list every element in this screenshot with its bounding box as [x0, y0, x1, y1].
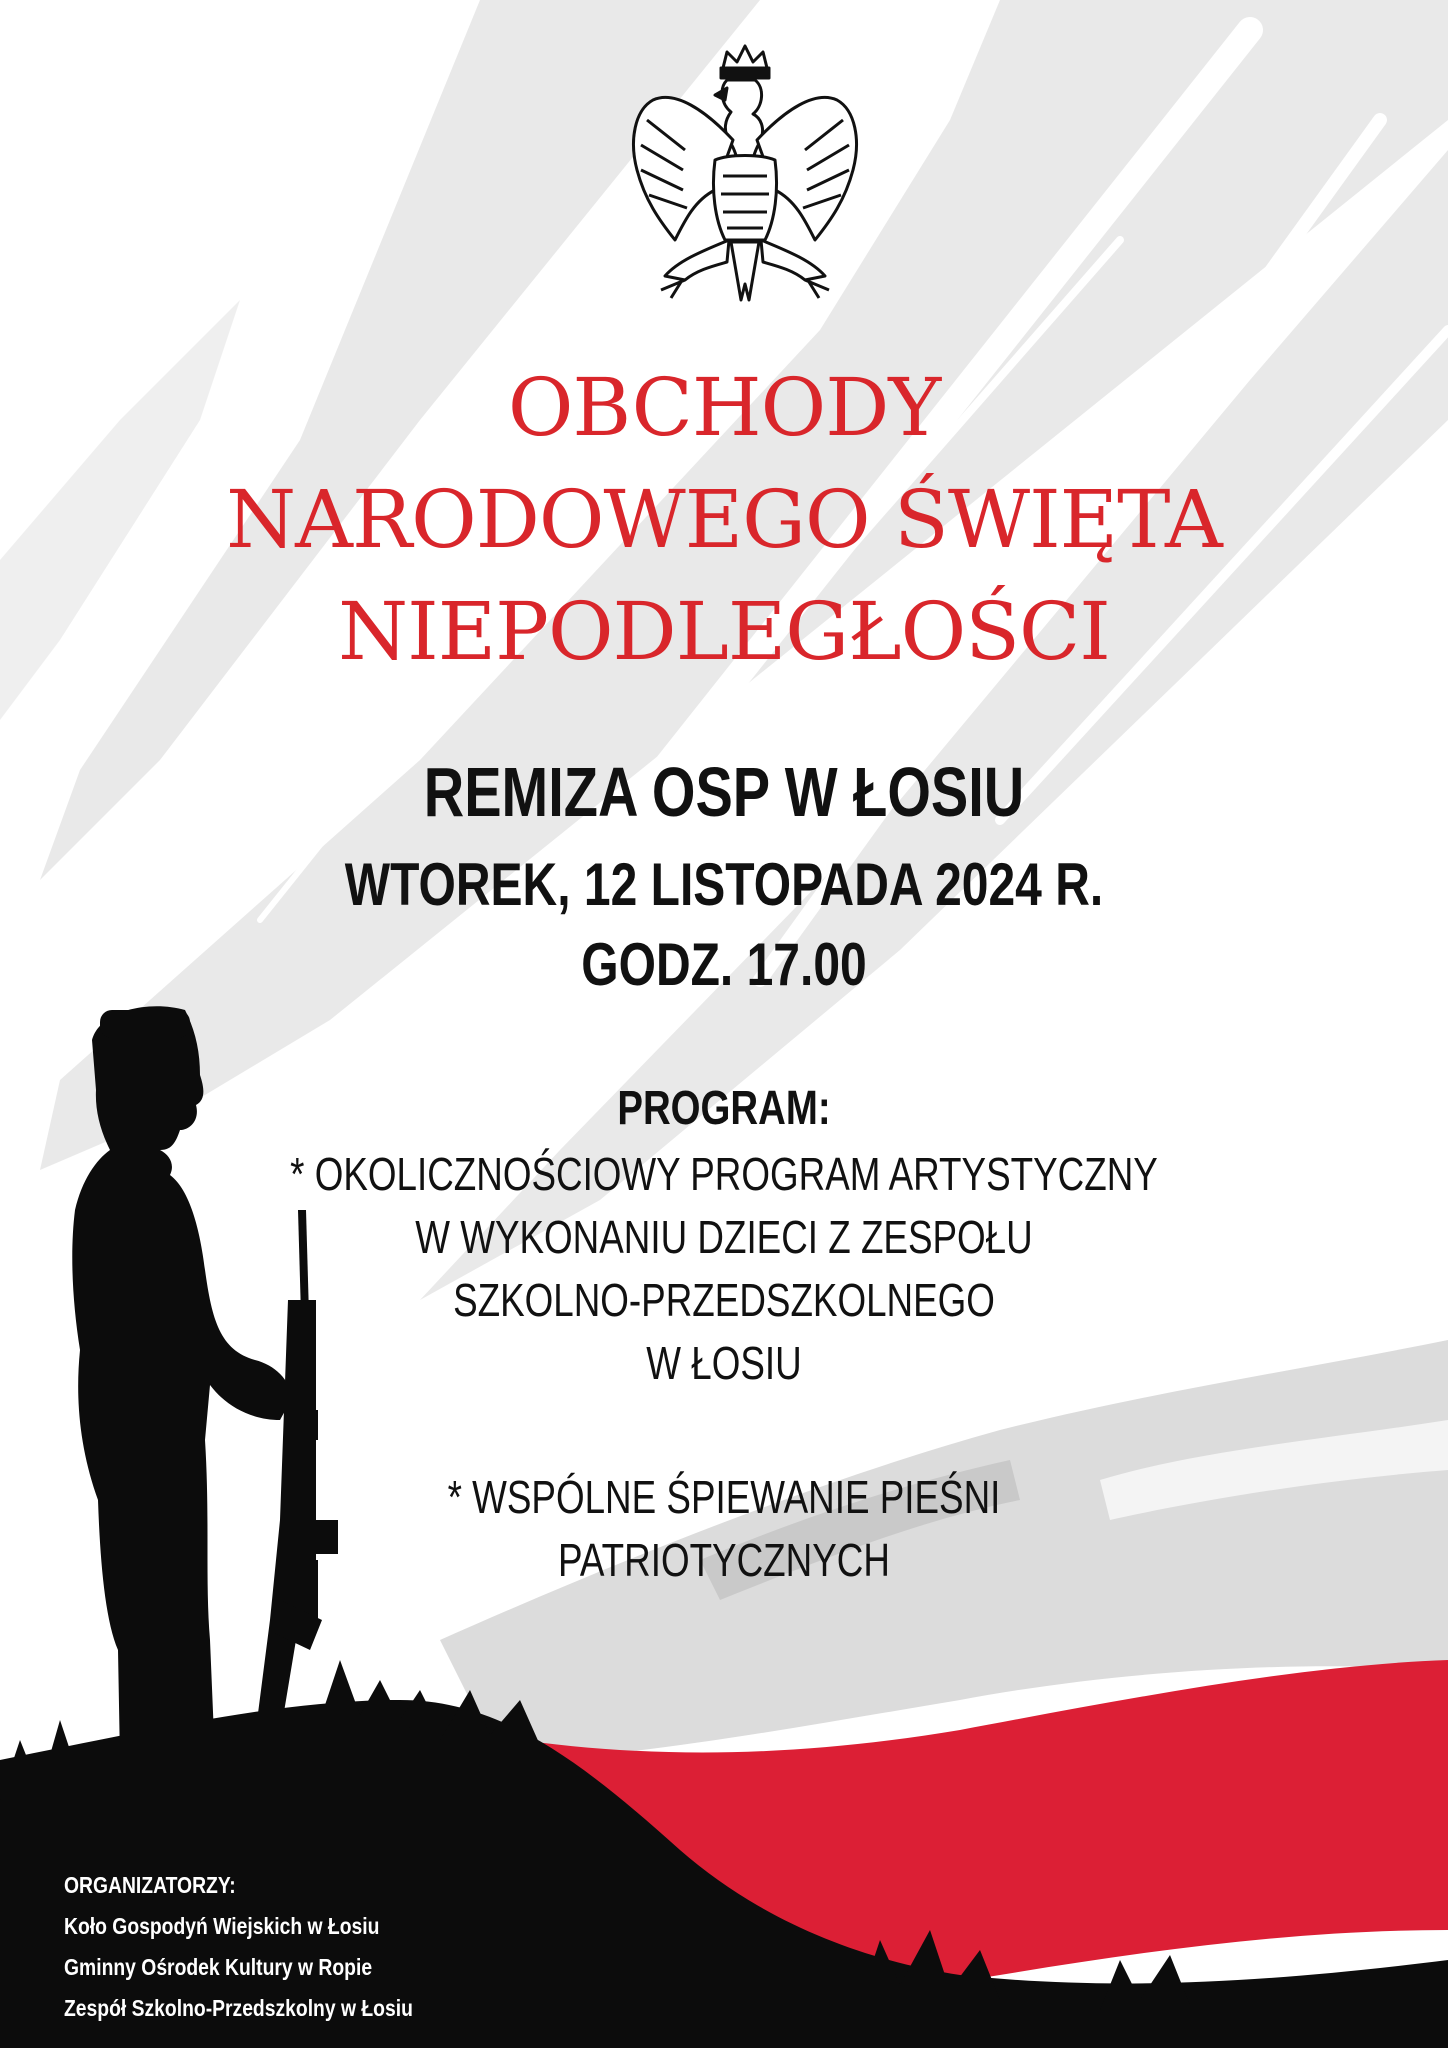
program-line: W ŁOSIU — [646, 1337, 802, 1389]
program-line: SZKOLNO-PRZEDSZKOLNEGO — [453, 1274, 995, 1326]
program-line: * OKOLICZNOŚCIOWY PROGRAM ARTYSTYCZNY — [290, 1148, 1158, 1200]
organizer-item: Gminny Ośrodek Kultury w Ropie — [64, 1954, 373, 1980]
program-item-1 — [145, 1143, 1303, 1395]
venue: REMIZA OSP W ŁOSIU — [423, 753, 1025, 831]
event-time: GODZ. 17.00 — [581, 931, 867, 998]
title-line: NIEPODLEGŁOŚCI — [338, 585, 1110, 678]
program-heading: PROGRAM: — [617, 1082, 831, 1135]
event-title — [0, 352, 1448, 688]
program-line: * WSPÓLNE ŚPIEWANIE PIEŚNI — [447, 1471, 1001, 1523]
title-line: OBCHODY — [507, 361, 941, 454]
organizer-item: Koło Gospodyń Wiejskich w Łosiu — [64, 1913, 380, 1939]
organizers-heading: ORGANIZATORZY: — [64, 1872, 236, 1898]
organizers — [64, 1865, 568, 2029]
event-date: WTOREK, 12 LISTOPADA 2024 R. — [344, 851, 1104, 918]
program-item-2 — [145, 1466, 1303, 1592]
organizer-item: Zespół Szkolno-Przedszkolny w Łosiu — [64, 1995, 413, 2021]
title-line: NARODOWEGO ŚWIĘTA — [226, 473, 1222, 566]
program-line: PATRIOTYCZNYCH — [558, 1534, 890, 1586]
program-line: W WYKONANIU DZIECI Z ZESPOŁU — [415, 1211, 1033, 1263]
